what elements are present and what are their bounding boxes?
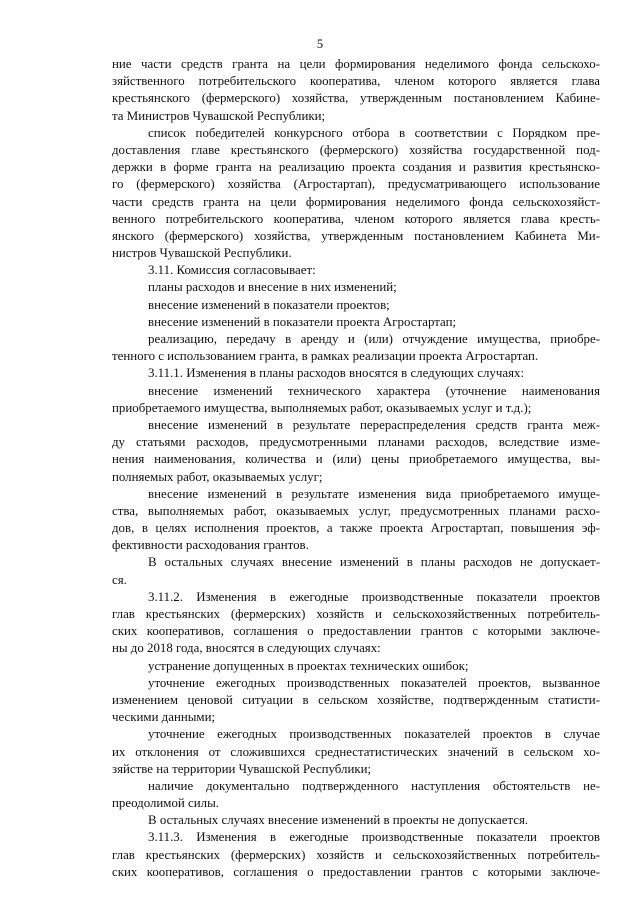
text-line: части средств гранта на цели формирования неделимого фонда сельскохозяйст- bbox=[112, 194, 600, 209]
text-line: зяйстве на территории Чувашской Республики; bbox=[112, 761, 372, 776]
text-line: устранение допущенных в проектах технических ошибок; bbox=[148, 658, 469, 673]
text-line: 3.11.3. Изменения в ежегодные производственные показатели проектов bbox=[148, 830, 600, 845]
document-body bbox=[112, 56, 600, 881]
text-line: зяйственного потребительского кооператива, членом которого является глава bbox=[112, 74, 600, 89]
text-line: венного потребительского кооператива, членом которого является глава кресть- bbox=[112, 211, 600, 226]
text-line: В остальных случаях внесение изменений в проекты не допускается. bbox=[148, 813, 529, 828]
text-line: список победителей конкурсного отбора в соответствии с Порядком пре- bbox=[148, 125, 600, 140]
text-line: ческими данными; bbox=[112, 710, 216, 725]
text-line: глав крестьянских (фермерских) хозяйств и сельскохозяйственных потребитель- bbox=[112, 607, 600, 621]
text-line: нистров Чувашской Республики. bbox=[112, 246, 292, 261]
text-line: внесение изменений в показатели проекта Агростартап; bbox=[148, 314, 457, 329]
text-line: уточнение ежегодных производственных показателей проектов в случае bbox=[148, 727, 600, 742]
text-line: го (фермерского) хозяйства (Агростартап), предусматривающего использование bbox=[112, 177, 600, 192]
text-line: ских кооперативов, соглашения о предоставлении грантов с которыми заключе- bbox=[112, 624, 600, 639]
text-line: внесение изменений в результате перераспределения средств гранта меж- bbox=[148, 417, 600, 432]
text-line: внесение изменений в показатели проектов; bbox=[148, 297, 390, 312]
text-line: ние части средств гранта на цели формирования неделимого фонда сельскохо- bbox=[112, 57, 600, 71]
text-line: ся. bbox=[112, 572, 127, 587]
text-line: В остальных случаях внесение изменений в планы расходов не допускает- bbox=[148, 555, 600, 570]
text-line: 3.11. Комиссия согласовывает: bbox=[148, 263, 316, 278]
text-line: их отклонения от сложившихся среднестатистических значений в сельском хо- bbox=[112, 744, 600, 759]
text-line: приобретаемого имущества, выполняемых работ, оказываемых услуг и т.д.); bbox=[112, 400, 532, 415]
text-line: глав крестьянских (фермерских) хозяйств и сельскохозяйственных потребитель- bbox=[112, 847, 600, 862]
text-line: уточнение ежегодных производственных показателей проектов, вызванное bbox=[148, 675, 600, 690]
text-line: янского (фермерского) хозяйства, утвержденным постановлением Кабинета Ми- bbox=[112, 228, 600, 243]
text-line: та Министров Чувашской Республики; bbox=[112, 108, 326, 123]
text-line: фективности расходования грантов. bbox=[112, 538, 309, 553]
text-line: полняемых работ, оказываемых услуг; bbox=[112, 469, 323, 484]
text-line: реализацию, передачу в аренду и (или) отчуждение имущества, приобре- bbox=[148, 332, 600, 346]
text-line: держки в форме гранта на реализацию проекта создания и развития крестьянско- bbox=[112, 160, 600, 175]
text-line: изменением ценовой ситуации в сельском хозяйстве, подтвержденным статисти- bbox=[112, 692, 600, 707]
text-line: планы расходов и внесение в них изменений; bbox=[148, 280, 397, 295]
text-line: преодолимой силы. bbox=[112, 796, 219, 811]
text-line: внесение изменений в результате изменения вида приобретаемого имуще- bbox=[148, 486, 600, 501]
text-line: тенного с использованием гранта, в рамках реализации проекта Агростартап. bbox=[112, 349, 539, 364]
text-line: доставления главе крестьянского (фермерского) хозяйства государственной под- bbox=[112, 142, 600, 157]
page-number: 5 bbox=[316, 37, 324, 51]
text-line: ства, выполняемых работ, оказываемых услуг, предусмотренных планами расхо- bbox=[112, 503, 600, 518]
text-line: ских кооперативов, соглашения о предоставлении грантов с которыми заключе- bbox=[112, 864, 600, 879]
text-line: ду статьями расходов, предусмотренными планами расходов, вследствие изме- bbox=[112, 435, 600, 450]
text-line: внесение изменений технического характера (уточнение наименования bbox=[148, 383, 600, 398]
text-line: нения наименования, количества и (или) цены приобретаемого имущества, вы- bbox=[112, 452, 600, 467]
text-line: дов, в целях исполнения проектов, а также проекта Агростартап, повышения эф- bbox=[112, 521, 600, 536]
text-line: наличие документально подтвержденного наступления обстоятельств не- bbox=[148, 778, 600, 793]
text-line: 3.11.1. Изменения в планы расходов вносятся в следующих случаях: bbox=[148, 366, 525, 381]
text-line: крестьянского (фермерского) хозяйства, утвержденным постановлением Кабине- bbox=[112, 91, 600, 106]
text-line: 3.11.2. Изменения в ежегодные производственные показатели проектов bbox=[148, 589, 600, 604]
text-line: ны до 2018 года, вносятся в следующих случаях: bbox=[112, 641, 381, 656]
